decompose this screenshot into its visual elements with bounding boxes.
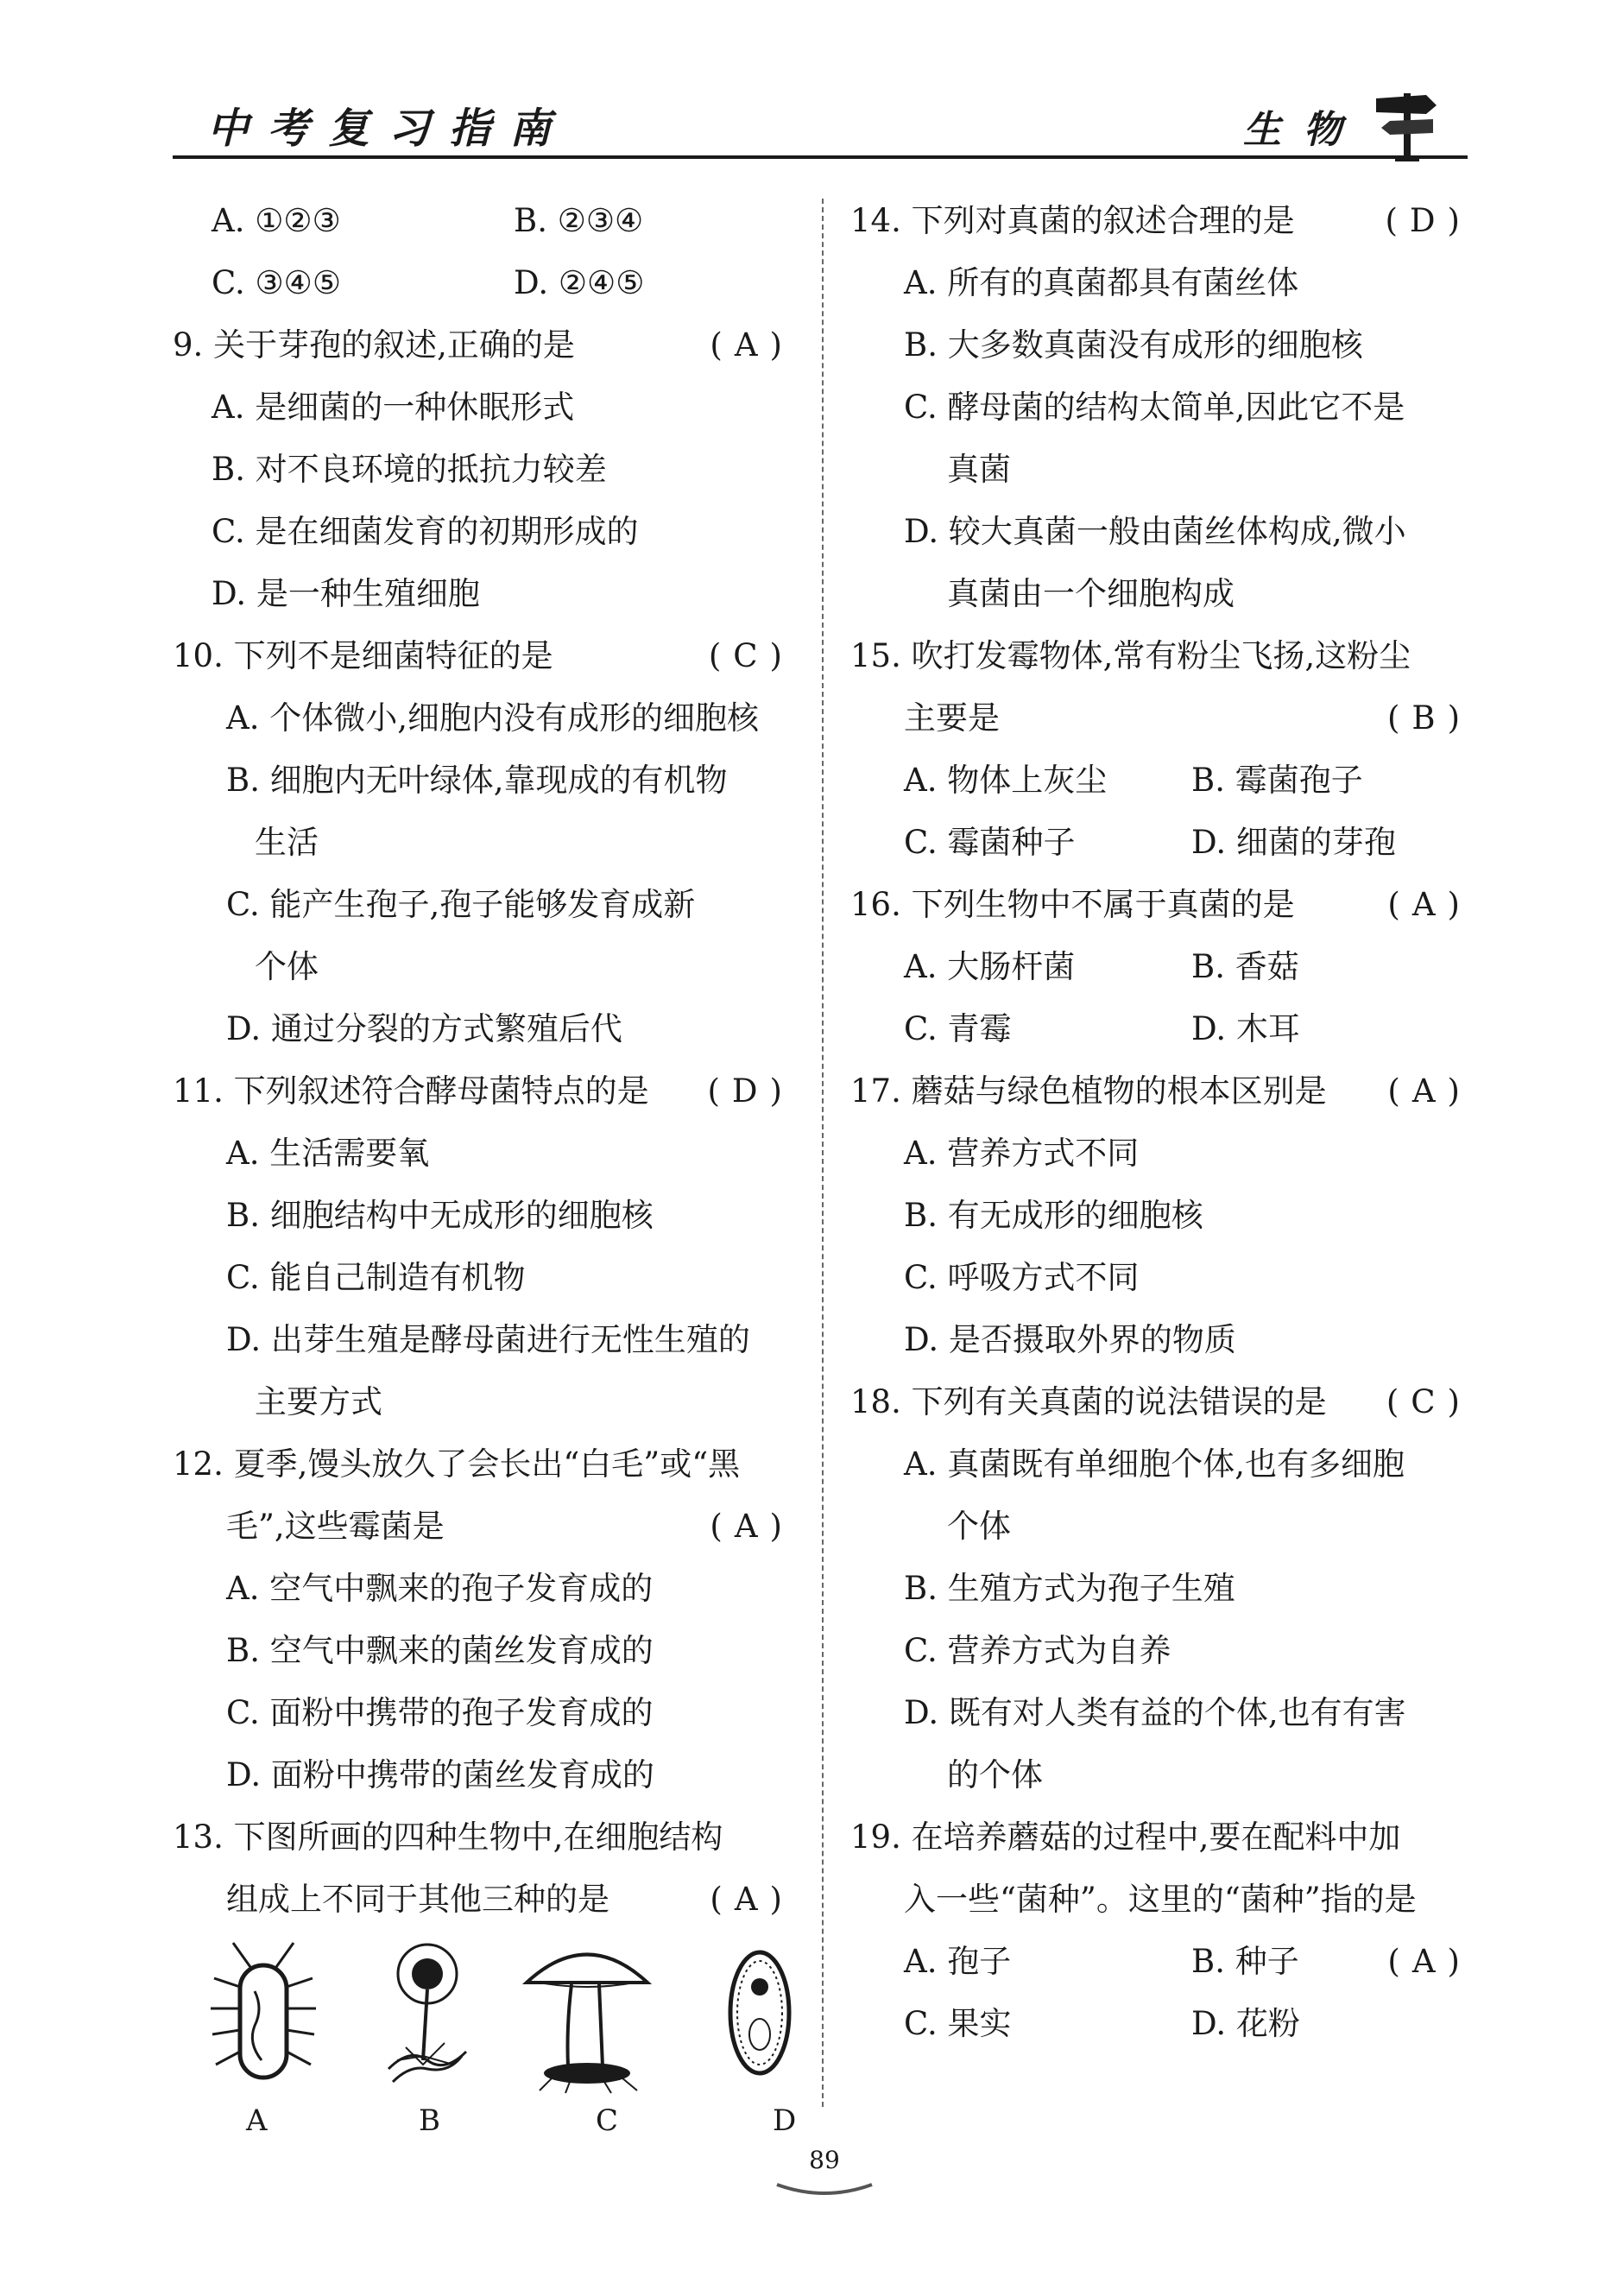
option: A. 生活需要氧 <box>226 1135 430 1172</box>
option: A. 空气中飘来的孢子发育成的 <box>226 1570 654 1607</box>
option: D. 花粉 <box>1191 2005 1300 2042</box>
option: C. 能自己制造有机物 <box>226 1259 526 1296</box>
option: B. ②③④ <box>514 202 644 239</box>
yeast-cell-icon <box>725 1939 794 2095</box>
question-stem <box>850 1060 1472 1123</box>
option: B. 霉菌孢子 <box>1191 762 1363 799</box>
answer-mark: (B) <box>1386 699 1472 737</box>
option: C. 能产生孢子,孢子能够发育成新 <box>226 886 696 923</box>
option: B. 种子 <box>1191 1943 1299 1980</box>
option: D. ②④⑤ <box>514 264 645 301</box>
option: C. 呼吸方式不同 <box>904 1259 1140 1296</box>
question-stem-continuation: 入一些“菌种”。这里的“菌种”指的是 <box>904 1881 1417 1918</box>
signpost-icon <box>1373 86 1442 162</box>
answer-mark: (C) <box>708 637 794 674</box>
option: A. 营养方式不同 <box>904 1135 1140 1172</box>
figure-label: C <box>596 2103 619 2138</box>
option-row <box>173 190 794 252</box>
option: B. 对不良环境的抵抗力较差 <box>212 451 607 488</box>
question-stem <box>173 625 794 687</box>
option-row <box>850 812 1472 874</box>
question-stem <box>850 1371 1472 1433</box>
option: C. 酵母菌的结构太简单,因此它不是 <box>904 389 1405 426</box>
option: A. 真菌既有单细胞个体,也有多细胞 <box>904 1445 1405 1483</box>
mold-icon <box>371 1939 483 2095</box>
option: A. 所有的真菌都具有菌丝体 <box>904 264 1299 301</box>
answer-mark: (A) <box>710 1881 794 1918</box>
option-continuation: 真菌 <box>947 451 1011 488</box>
answer-mark: (D) <box>1385 202 1472 239</box>
option: D. 细菌的芽孢 <box>1191 824 1396 861</box>
option-row <box>850 1993 1472 2055</box>
answer-mark: (D) <box>707 1072 794 1110</box>
option: C. 青霉 <box>904 1010 1012 1047</box>
question-stem-continuation <box>173 1496 794 1558</box>
option: B. 细胞结构中无成形的细胞核 <box>226 1197 654 1234</box>
question-stem-continuation <box>850 687 1472 750</box>
option: C. 面粉中携带的孢子发育成的 <box>226 1694 654 1731</box>
figure-label: B <box>419 2103 440 2138</box>
question-stem: 19. 在培养蘑菇的过程中,要在配料中加 <box>850 1818 1401 1856</box>
option-row <box>850 936 1472 998</box>
option: B. 空气中飘来的菌丝发育成的 <box>226 1632 654 1669</box>
question-text: 10. 下列不是细菌特征的是 <box>173 637 553 674</box>
question-text: 18. 下列有关真菌的说法错误的是 <box>850 1383 1327 1420</box>
option: B. 细胞内无叶绿体,靠现成的有机物 <box>226 762 728 799</box>
answer-mark: (A) <box>1387 1943 1472 1980</box>
left-column <box>173 190 797 2138</box>
option: D. 木耳 <box>1191 1010 1300 1047</box>
question-stem: 12. 夏季,馒头放久了会长出“白毛”或“黑 <box>173 1445 741 1483</box>
question-text: 14. 下列对真菌的叙述合理的是 <box>850 202 1295 239</box>
figure-label: A <box>246 2103 268 2138</box>
option-continuation: 的个体 <box>947 1756 1043 1793</box>
option-row <box>850 998 1472 1060</box>
option: C. 营养方式为自养 <box>904 1632 1171 1669</box>
page-header <box>168 86 1459 164</box>
answer-mark: (A) <box>710 1508 794 1545</box>
question-text: 9. 关于芽孢的叙述,正确的是 <box>173 326 575 364</box>
option: D. 通过分裂的方式繁殖后代 <box>226 1010 622 1047</box>
option-continuation: 生活 <box>255 824 319 861</box>
option-continuation: 真菌由一个细胞构成 <box>947 575 1235 612</box>
option: D. 是否摄取外界的物质 <box>904 1321 1236 1358</box>
answer-mark: (A) <box>1387 886 1472 923</box>
option: D. 较大真菌一般由菌丝体构成,微小 <box>904 513 1406 550</box>
option: C. 果实 <box>904 2005 1012 2042</box>
option-row <box>173 252 794 314</box>
answer-mark: (C) <box>1386 1383 1472 1420</box>
question-text: 17. 蘑菇与绿色植物的根本区别是 <box>850 1072 1327 1110</box>
book-title: 中考复习指南 <box>207 104 571 153</box>
subject-title: 生物 <box>1243 108 1364 152</box>
question-stem <box>850 190 1472 252</box>
question-text: 组成上不同于其他三种的是 <box>226 1881 609 1918</box>
bacterium-icon <box>207 1939 319 2095</box>
question-text: 主要是 <box>904 699 1000 737</box>
option: B. 香菇 <box>1191 948 1299 985</box>
option-continuation: 个体 <box>947 1508 1011 1545</box>
figure-label: D <box>773 2103 797 2138</box>
option: D. 面粉中携带的菌丝发育成的 <box>226 1756 654 1793</box>
option: C. ③④⑤ <box>212 264 342 301</box>
question-stem: 13. 下图所画的四种生物中,在细胞结构 <box>173 1818 723 1856</box>
option-row <box>850 750 1472 812</box>
option: A. 物体上灰尘 <box>904 762 1108 799</box>
option: C. 霉菌种子 <box>904 824 1076 861</box>
option-row <box>850 1931 1472 1993</box>
option: A. ①②③ <box>212 202 341 239</box>
option: B. 有无成形的细胞核 <box>904 1197 1203 1234</box>
option: A. 大肠杆菌 <box>904 948 1076 985</box>
option: A. 是细菌的一种休眠形式 <box>212 389 575 426</box>
option-continuation: 个体 <box>255 948 319 985</box>
answer-mark: (A) <box>1387 1072 1472 1110</box>
option: B. 生殖方式为孢子生殖 <box>904 1570 1235 1607</box>
mushroom-icon <box>518 1939 656 2095</box>
question-text: 毛”,这些霉菌是 <box>226 1508 445 1545</box>
option-continuation: 主要方式 <box>255 1383 382 1420</box>
question-stem-continuation <box>173 1869 794 1931</box>
question-stem: 15. 吹打发霉物体,常有粉尘飞扬,这粉尘 <box>850 637 1411 674</box>
option: D. 是一种生殖细胞 <box>212 575 480 612</box>
right-column <box>850 190 1472 2055</box>
page-number: 89 <box>809 2146 840 2174</box>
question-stem <box>173 314 794 376</box>
question-text: 16. 下列生物中不属于真菌的是 <box>850 886 1295 923</box>
header-rule <box>173 155 1468 159</box>
option: A. 孢子 <box>904 1943 1012 1980</box>
page-footer <box>773 2146 876 2198</box>
option: C. 是在细菌发育的初期形成的 <box>212 513 639 550</box>
option: B. 大多数真菌没有成形的细胞核 <box>904 326 1363 364</box>
column-divider <box>822 199 824 2107</box>
figure-row <box>173 1939 797 2138</box>
option: A. 个体微小,细胞内没有成形的细胞核 <box>226 699 760 737</box>
question-text: 11. 下列叙述符合酵母菌特点的是 <box>173 1072 649 1110</box>
page-number-ornament <box>773 2163 876 2198</box>
option: D. 既有对人类有益的个体,也有有害 <box>904 1694 1406 1731</box>
question-stem <box>850 874 1472 936</box>
option: D. 出芽生殖是酵母菌进行无性生殖的 <box>226 1321 750 1358</box>
answer-mark: (A) <box>710 326 794 364</box>
question-stem <box>173 1060 794 1123</box>
